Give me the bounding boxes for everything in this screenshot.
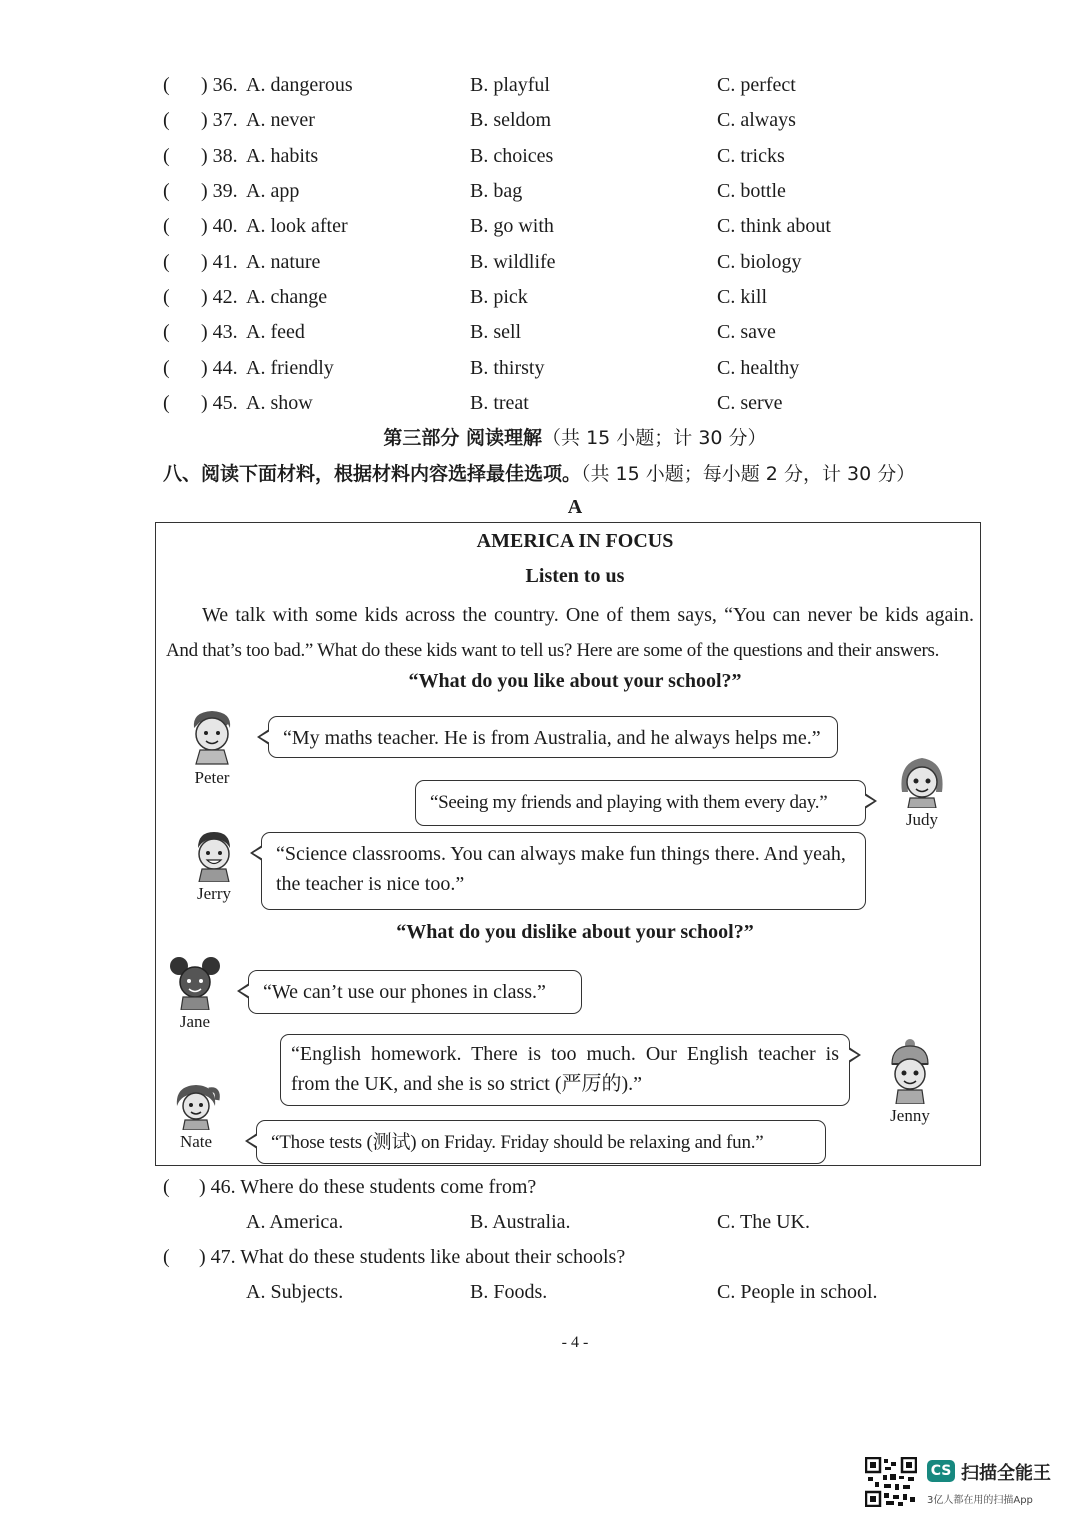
- kid-peter: [180, 706, 244, 788]
- question-number: ) 45.: [201, 392, 238, 415]
- question-number: ) 39.: [201, 180, 238, 203]
- quote-judy: “Seeing my friends and playing with them every day.”: [430, 792, 828, 813]
- option-b: B. playful: [470, 74, 550, 96]
- option-c: C. think about: [717, 215, 831, 238]
- choice-question-row: [0, 105, 1080, 135]
- option-a: A. feed: [246, 321, 305, 344]
- option-c: C. biology: [717, 250, 802, 273]
- girl-avatar-icon: [894, 752, 950, 808]
- answer-blank[interactable]: (: [163, 356, 170, 379]
- quote-jenny-line-1: “English homework. There is too much. Our English teacher is: [291, 1043, 839, 1065]
- scanner-watermark: [865, 1457, 1065, 1507]
- passage-title: AMERICA IN FOCUS: [476, 530, 674, 552]
- choice-question-row: [0, 141, 1080, 171]
- option-b: B. thirsty: [470, 356, 545, 379]
- answer-blank[interactable]: (: [163, 321, 170, 344]
- speech-bubble-jenny: [280, 1034, 850, 1106]
- girl-avatar-icon: [882, 1038, 938, 1104]
- part-instruction: [163, 459, 915, 486]
- kid-judy: [890, 752, 954, 830]
- speech-bubble-jerry: [261, 832, 866, 910]
- intro-line-2: And that’s too bad.” What do these kids want to tell us? Here are some of the questions and their answers.: [166, 640, 940, 661]
- scanner-tagline: 3亿人都在用的扫描App: [927, 1495, 1033, 1506]
- option-c: C. serve: [717, 392, 783, 415]
- section-title-text: 第三部分 阅读理解: [383, 427, 543, 449]
- option-c: C. perfect: [717, 74, 796, 96]
- intro-line-1: We talk with some kids across the country. One of them says, “You can never be kids again.: [202, 604, 974, 626]
- section-title-note: （共 15 小题；计 30 分）: [542, 427, 767, 449]
- option-a: A. Subjects.: [246, 1281, 344, 1303]
- choice-question-row: [0, 247, 1080, 277]
- option-a: A. show: [246, 392, 313, 415]
- question-number: ) 41.: [201, 250, 238, 273]
- page-number: - 4 -: [561, 1334, 589, 1351]
- quote-jerry-line-1: “Science classrooms. You can always make fun things there. And yeah,: [276, 843, 846, 865]
- option-c: C. People in school.: [717, 1281, 878, 1303]
- kid-jane: [163, 954, 227, 1032]
- option-b: B. seldom: [470, 109, 552, 132]
- question-number: ) 38.: [201, 144, 238, 167]
- answer-blank[interactable]: (: [163, 1176, 170, 1198]
- kid-jerry: [182, 826, 246, 904]
- option-b: B. treat: [470, 392, 529, 415]
- option-b: B. wildlife: [470, 250, 556, 273]
- question-number: ) 40.: [201, 215, 238, 238]
- kid-jenny: [878, 1038, 942, 1126]
- kid-name-jenny: Jenny: [890, 1106, 930, 1125]
- kid-name-nate: Nate: [179, 1132, 213, 1151]
- speech-bubble-nate: [256, 1120, 826, 1164]
- option-a: A. nature: [246, 250, 321, 273]
- option-b: B. go with: [470, 215, 554, 238]
- option-c: C. bottle: [717, 180, 786, 203]
- boy-avatar-icon: [186, 826, 242, 882]
- option-a: A. America.: [246, 1211, 344, 1233]
- kid-nate: [170, 1080, 222, 1152]
- option-a: A. habits: [246, 144, 319, 167]
- speech-bubble-jane: [248, 970, 582, 1014]
- question-47-stem: ) 47. What do these students like about their schools?: [199, 1246, 626, 1268]
- option-a: A. friendly: [246, 356, 334, 379]
- option-c: C. kill: [717, 286, 768, 309]
- kid-name-peter: Peter: [194, 768, 230, 787]
- question-number: ) 43.: [201, 321, 238, 344]
- question-46-options: [0, 1207, 1080, 1237]
- answer-blank[interactable]: (: [163, 286, 170, 309]
- kid-name-jerry: Jerry: [197, 884, 231, 903]
- option-b: B. choices: [470, 144, 554, 167]
- boy-avatar-icon: [184, 706, 240, 766]
- option-b: B. Australia.: [470, 1211, 571, 1233]
- answer-blank[interactable]: (: [163, 74, 170, 96]
- option-b: B. bag: [470, 180, 523, 203]
- quote-jane: “We can’t use our phones in class.”: [263, 981, 546, 1003]
- kid-name-jane: Jane: [179, 1012, 211, 1031]
- question-heading-like: “What do you like about your school?”: [408, 670, 742, 692]
- girl-avatar-icon: [171, 1080, 221, 1130]
- choice-question-row: [0, 70, 1080, 100]
- option-a: A. app: [246, 180, 300, 203]
- question-47-options: [0, 1277, 1080, 1307]
- choice-question-row: [0, 353, 1080, 383]
- part-instruction-note: （共 15 小题；每小题 2 分，计 30 分）: [581, 463, 916, 485]
- option-b: B. Foods.: [470, 1281, 548, 1303]
- option-c: C. always: [717, 109, 796, 132]
- option-a: A. dangerous: [246, 74, 353, 96]
- kid-name-judy: Judy: [905, 810, 939, 829]
- answer-blank[interactable]: (: [163, 392, 170, 415]
- speech-bubble-judy: [415, 780, 866, 826]
- question-number: ) 44.: [201, 356, 238, 379]
- question-46: [163, 1172, 536, 1202]
- answer-blank[interactable]: (: [163, 1246, 170, 1268]
- passage-letter: A: [567, 496, 583, 518]
- option-c: C. healthy: [717, 356, 800, 379]
- answer-blank[interactable]: (: [163, 215, 170, 238]
- option-c: C. tricks: [717, 144, 785, 167]
- quote-nate: “Those tests (测试) on Friday. Friday should be relaxing and fun.”: [271, 1132, 764, 1153]
- answer-blank[interactable]: (: [163, 109, 170, 132]
- quote-jerry-line-2: the teacher is nice too.”: [276, 873, 465, 895]
- part-instruction-text: 八、阅读下面材料，根据材料内容选择最佳选项。: [163, 463, 582, 485]
- passage-intro: [166, 598, 974, 668]
- answer-blank[interactable]: (: [163, 144, 170, 167]
- question-46-stem: ) 46. Where do these students come from?: [199, 1176, 537, 1198]
- choice-question-row: [0, 282, 1080, 312]
- option-b: B. pick: [470, 286, 528, 309]
- passage-subtitle: Listen to us: [525, 565, 625, 587]
- question-number: ) 37.: [201, 109, 238, 132]
- question-number: ) 36.: [201, 74, 238, 96]
- question-heading-dislike: “What do you dislike about your school?”: [396, 921, 754, 943]
- option-c: C. save: [717, 321, 776, 344]
- girl-avatar-icon: [165, 954, 225, 1010]
- scanner-brand: 扫描全能王: [961, 1463, 1051, 1484]
- question-number: ) 42.: [201, 286, 238, 309]
- choice-question-row: [0, 317, 1080, 347]
- option-a: A. look after: [246, 215, 348, 238]
- question-47: [163, 1242, 625, 1272]
- choice-question-row: [0, 211, 1080, 241]
- speech-bubble-peter: [268, 716, 838, 758]
- answer-blank[interactable]: (: [163, 180, 170, 203]
- choice-question-row: [0, 176, 1080, 206]
- quote-peter: “My maths teacher. He is from Australia, and he always helps me.”: [283, 727, 821, 749]
- section-title: [0, 423, 1080, 450]
- choice-question-row: [0, 388, 1080, 418]
- option-a: A. change: [246, 286, 328, 309]
- answer-blank[interactable]: (: [163, 250, 170, 273]
- option-a: A. never: [246, 109, 315, 132]
- option-c: C. The UK.: [717, 1211, 810, 1233]
- quote-jenny-line-2: from the UK, and she is so strict (严厉的).”: [291, 1073, 643, 1095]
- option-b: B. sell: [470, 321, 522, 344]
- qr-code-icon: [865, 1457, 917, 1507]
- camscanner-logo-icon: CS: [927, 1460, 955, 1482]
